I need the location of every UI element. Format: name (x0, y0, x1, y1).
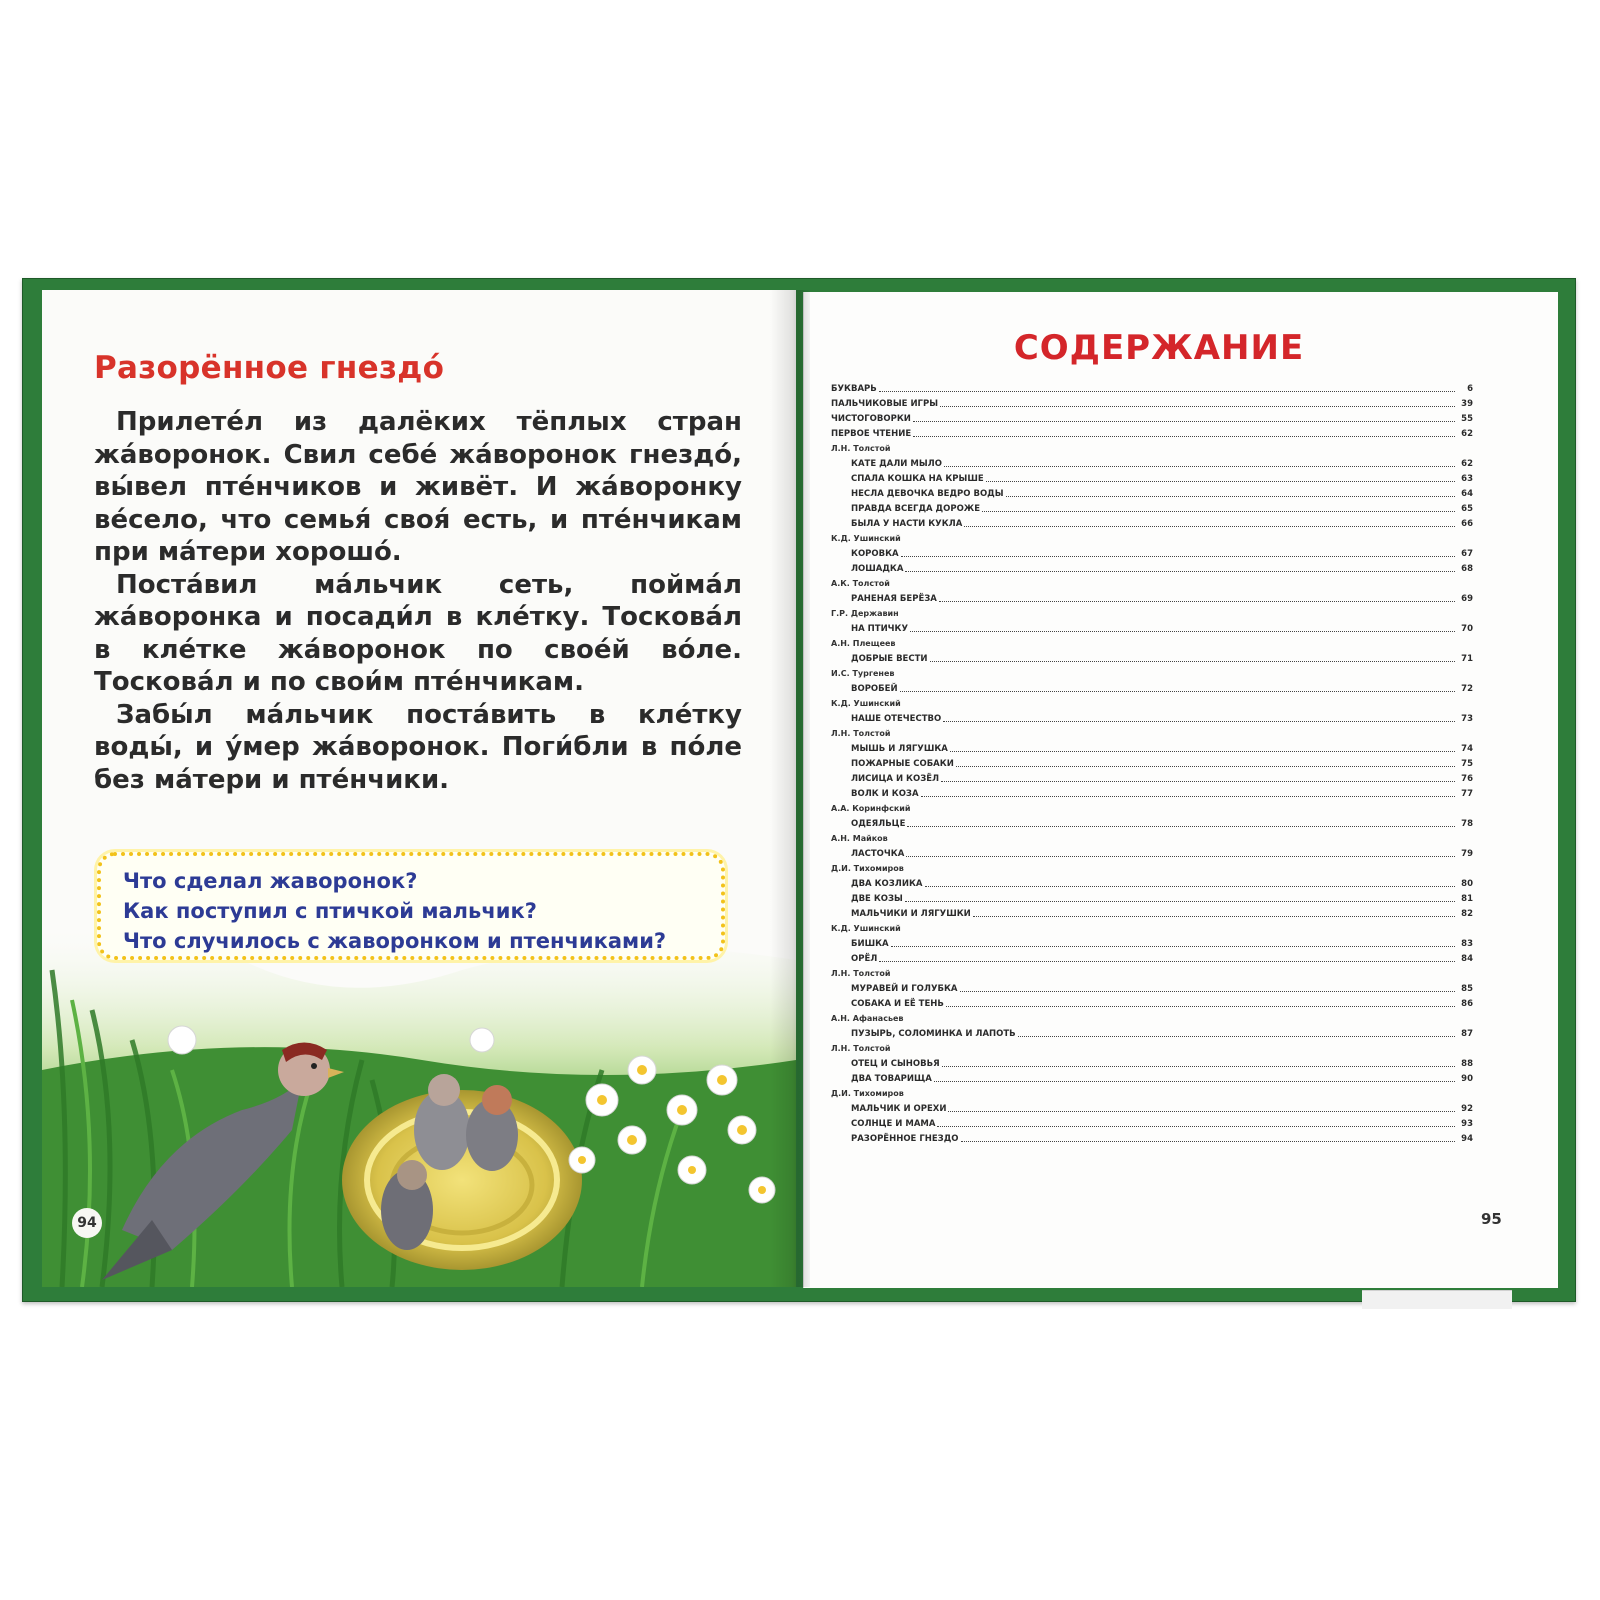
toc-entry-title: МЫШЬ И ЛЯГУШКА (851, 744, 948, 754)
toc-entry-title: СОЛНЦЕ И МАМА (851, 1119, 936, 1129)
toc-entry-title: Л.Н. Толстой (831, 444, 891, 453)
toc-author (831, 1010, 1473, 1025)
toc-page-number: 87 (1461, 1029, 1473, 1039)
toc-leader-dots (973, 916, 1455, 917)
toc-entry-title: МАЛЬЧИК И ОРЕХИ (851, 1104, 947, 1114)
toc-leader-dots (961, 1141, 1456, 1142)
toc-author (831, 800, 1473, 815)
toc-entry (831, 770, 1473, 785)
toc-page-number: 67 (1461, 549, 1473, 559)
toc-author (831, 665, 1473, 680)
toc-entry (831, 500, 1473, 515)
toc-page-number: 90 (1461, 1074, 1473, 1084)
toc-leader-dots (948, 1111, 1455, 1112)
toc-entry-title: ЛОШАДКА (851, 564, 904, 574)
toc-author (831, 725, 1473, 740)
story-title: Разорённое гнездо́ (94, 350, 445, 386)
toc-entry (831, 395, 1473, 410)
toc-entry-title: ЛИСИЦА И КОЗЁЛ (851, 774, 940, 784)
toc-entry (831, 620, 1473, 635)
toc-entry (831, 1025, 1473, 1040)
toc-leader-dots (982, 511, 1455, 512)
toc-entry-title: Д.И. Тихомиров (831, 864, 904, 873)
toc-leader-dots (905, 571, 1455, 572)
toc-entry-title: ОРЁЛ (851, 954, 878, 964)
toc-page-number: 75 (1461, 759, 1473, 769)
toc-page-number: 63 (1461, 474, 1473, 484)
toc-page-number: 69 (1461, 594, 1473, 604)
toc-entry (831, 1130, 1473, 1145)
toc-leader-dots (934, 1081, 1455, 1082)
toc-page-number: 78 (1461, 819, 1473, 829)
toc-page-number: 80 (1461, 879, 1473, 889)
left-page (42, 290, 796, 1287)
toc-author (831, 965, 1473, 980)
toc-leader-dots (1018, 1036, 1455, 1037)
toc-entry (831, 1055, 1473, 1070)
story-paragraph: Поста́вил ма́льчик сеть, пойма́л жа́воронка и посади́л в кле́тку. Тоскова́л в кле́тке жа́воронок по свое́й во́ле. Тоскова́л и по свои́м пте́нчикам. (94, 569, 742, 697)
toc-leader-dots (879, 961, 1455, 962)
toc-entry-title: СПАЛА КОШКА НА КРЫШЕ (851, 474, 984, 484)
toc-page-number: 62 (1461, 459, 1473, 469)
toc-entry-title: К.Д. Ушинский (831, 534, 901, 543)
toc-entry (831, 1070, 1473, 1085)
toc-entry-title: МАЛЬЧИКИ И ЛЯГУШКИ (851, 909, 971, 919)
toc-leader-dots (942, 1066, 1455, 1067)
toc-author (831, 575, 1473, 590)
toc-author (831, 1040, 1473, 1055)
toc-leader-dots (950, 751, 1455, 752)
toc-page-number: 71 (1461, 654, 1473, 664)
toc-page-number: 92 (1461, 1104, 1473, 1114)
toc-entry (831, 875, 1473, 890)
toc-author (831, 830, 1473, 845)
toc-entry-title: К.Д. Ушинский (831, 924, 901, 933)
toc-entry-title: ДВА КОЗЛИКА (851, 879, 923, 889)
toc-entry-title: ВОЛК И КОЗА (851, 789, 919, 799)
toc-page-number: 83 (1461, 939, 1473, 949)
toc-leader-dots (960, 991, 1455, 992)
toc-entry (831, 410, 1473, 425)
story-text (94, 406, 742, 796)
toc-author (831, 1085, 1473, 1100)
toc-page-number: 73 (1461, 714, 1473, 724)
toc-entry-title: СОБАКА И ЕЁ ТЕНЬ (851, 999, 944, 1009)
toc-page-number: 76 (1461, 774, 1473, 784)
toc-entry-title: РАНЕНАЯ БЕРЁЗА (851, 594, 937, 604)
toc-entry (831, 710, 1473, 725)
toc-page-number: 72 (1461, 684, 1473, 694)
question: Что сделал жаворонок? (123, 869, 418, 893)
toc-entry (831, 470, 1473, 485)
toc-entry-title: НА ПТИЧКУ (851, 624, 909, 634)
toc-leader-dots (937, 1126, 1455, 1127)
questions-box (97, 852, 725, 960)
toc-entry (831, 425, 1473, 440)
toc-leader-dots (905, 901, 1455, 902)
toc-entry-title: А.А. Коринфский (831, 804, 911, 813)
page-number-left: 94 (72, 1208, 102, 1238)
toc-entry-title: ДВЕ КОЗЫ (851, 894, 903, 904)
right-page (803, 292, 1558, 1288)
toc-author (831, 860, 1473, 875)
toc-entry (831, 455, 1473, 470)
toc-leader-dots (946, 1006, 1455, 1007)
toc-page-number: 68 (1461, 564, 1473, 574)
toc-author (831, 605, 1473, 620)
toc-leader-dots (921, 796, 1455, 797)
toc-entry-title: Л.Н. Толстой (831, 969, 891, 978)
toc-entry-title: НЕСЛА ДЕВОЧКА ВЕДРО ВОДЫ (851, 489, 1004, 499)
toc-entry-title: А.Н. Афанасьев (831, 1014, 904, 1023)
question: Что случилось с жаворонком и птенчиками? (123, 929, 667, 953)
toc-page-number: 81 (1461, 894, 1473, 904)
story-paragraph: Прилете́л из далёких тёплых стран жа́воронок. Свил себе́ жа́воронок гнездо́, вы́вел пте́нчиков и живёт. И жа́воронку ве́село, что семья́ своя́ есть, и пте́нчикам при ма́тери хорошо́. (94, 407, 742, 567)
toc-entry-title: КОРОВКА (851, 549, 899, 559)
toc-entry (831, 845, 1473, 860)
toc-leader-dots (940, 406, 1455, 407)
toc-entry-title: ПРАВДА ВСЕГДА ДОРОЖЕ (851, 504, 981, 514)
toc-page-number: 85 (1461, 984, 1473, 994)
toc-entry-title: Д.И. Тихомиров (831, 1089, 904, 1098)
toc-heading: СОДЕРЖАНИЕ (1013, 328, 1305, 368)
toc-author (831, 440, 1473, 455)
toc-leader-dots (879, 391, 1455, 392)
toc-entry (831, 755, 1473, 770)
toc-leader-dots (913, 421, 1455, 422)
toc-page-number: 64 (1461, 489, 1473, 499)
toc-entry (831, 1100, 1473, 1115)
toc-page-number: 65 (1461, 504, 1473, 514)
toc-entry-title: И.С. Тургенев (831, 669, 895, 678)
toc-leader-dots (986, 481, 1455, 482)
toc-entry-title: МУРАВЕЙ И ГОЛУБКА (851, 984, 958, 994)
table-of-contents (831, 380, 1473, 1145)
toc-leader-dots (891, 946, 1455, 947)
toc-entry-title: А.Н. Майков (831, 834, 888, 843)
toc-entry (831, 680, 1473, 695)
toc-entry-title: К.Д. Ушинский (831, 699, 901, 708)
toc-entry (831, 890, 1473, 905)
toc-page-number: 84 (1461, 954, 1473, 964)
toc-page-number: 74 (1461, 744, 1473, 754)
toc-entry (831, 1115, 1473, 1130)
page-edge (1362, 1290, 1512, 1309)
toc-entry-title: ЧИСТОГОВОРКИ (831, 414, 911, 424)
toc-leader-dots (910, 631, 1455, 632)
toc-page-number: 88 (1461, 1059, 1473, 1069)
toc-page-number: 79 (1461, 849, 1473, 859)
toc-entry-title: БУКВАРЬ (831, 384, 877, 394)
toc-entry-title: ПАЛЬЧИКОВЫЕ ИГРЫ (831, 399, 939, 409)
toc-page-number: 66 (1461, 519, 1473, 529)
toc-entry (831, 560, 1473, 575)
toc-leader-dots (1006, 496, 1455, 497)
toc-leader-dots (943, 721, 1455, 722)
toc-leader-dots (907, 826, 1455, 827)
toc-page-number: 55 (1461, 414, 1473, 424)
toc-entry (831, 815, 1473, 830)
toc-leader-dots (964, 526, 1455, 527)
toc-entry-title: Л.Н. Толстой (831, 729, 891, 738)
toc-page-number: 82 (1461, 909, 1473, 919)
toc-page-number: 86 (1461, 999, 1473, 1009)
toc-entry (831, 590, 1473, 605)
toc-leader-dots (939, 601, 1455, 602)
toc-author (831, 920, 1473, 935)
page-number-right: 95 (1481, 1210, 1502, 1228)
toc-entry-title: Г.Р. Державин (831, 609, 899, 618)
toc-leader-dots (901, 556, 1455, 557)
story-paragraph: Забы́л ма́льчик поста́вить в кле́тку воды́, и у́мер жа́воронок. Поги́бли в по́ле без ма́тери и пте́нчики. (94, 699, 742, 795)
toc-entry (831, 545, 1473, 560)
toc-entry-title: ОТЕЦ И СЫНОВЬЯ (851, 1059, 940, 1069)
toc-page-number: 77 (1461, 789, 1473, 799)
toc-leader-dots (956, 766, 1455, 767)
toc-page-number: 93 (1461, 1119, 1473, 1129)
toc-leader-dots (925, 886, 1456, 887)
toc-entry-title: НАШЕ ОТЕЧЕСТВО (851, 714, 942, 724)
toc-entry-title: ПУЗЫРЬ, СОЛОМИНКА И ЛАПОТЬ (851, 1029, 1016, 1039)
toc-page-number: 70 (1461, 624, 1473, 634)
toc-entry-title: ПОЖАРНЫЕ СОБАКИ (851, 759, 954, 769)
toc-entry (831, 785, 1473, 800)
toc-entry-title: ПЕРВОЕ ЧТЕНИЕ (831, 429, 912, 439)
toc-entry-title: ДВА ТОВАРИЩА (851, 1074, 932, 1084)
toc-entry (831, 740, 1473, 755)
toc-entry-title: ДОБРЫЕ ВЕСТИ (851, 654, 928, 664)
toc-entry (831, 515, 1473, 530)
toc-entry-title: БИШКА (851, 939, 889, 949)
toc-entry-title: РАЗОРЁННОЕ ГНЕЗДО (851, 1134, 959, 1144)
toc-entry (831, 905, 1473, 920)
toc-author (831, 635, 1473, 650)
book-gutter (770, 290, 810, 1287)
toc-leader-dots (906, 856, 1455, 857)
toc-entry-title: ВОРОБЕЙ (851, 684, 898, 694)
toc-leader-dots (913, 436, 1455, 437)
toc-leader-dots (944, 466, 1455, 467)
toc-entry-title: А.К. Толстой (831, 579, 890, 588)
toc-entry-title: ЛАСТОЧКА (851, 849, 905, 859)
toc-leader-dots (900, 691, 1455, 692)
toc-page-number: 62 (1461, 429, 1473, 439)
toc-entry-title: Л.Н. Толстой (831, 1044, 891, 1053)
toc-entry (831, 485, 1473, 500)
toc-entry (831, 650, 1473, 665)
toc-author (831, 530, 1473, 545)
toc-page-number: 6 (1467, 384, 1473, 394)
toc-entry (831, 980, 1473, 995)
toc-author (831, 695, 1473, 710)
toc-entry (831, 380, 1473, 395)
toc-entry-title: ОДЕЯЛЬЦЕ (851, 819, 906, 829)
toc-page-number: 39 (1461, 399, 1473, 409)
toc-page-number: 94 (1461, 1134, 1473, 1144)
toc-leader-dots (930, 661, 1455, 662)
toc-entry (831, 995, 1473, 1010)
question: Как поступил с птичкой мальчик? (123, 899, 537, 923)
toc-entry-title: БЫЛА У НАСТИ КУКЛА (851, 519, 963, 529)
toc-entry (831, 950, 1473, 965)
toc-entry-title: А.Н. Плещеев (831, 639, 896, 648)
toc-entry-title: КАТЕ ДАЛИ МЫЛО (851, 459, 942, 469)
toc-entry (831, 935, 1473, 950)
toc-leader-dots (941, 781, 1455, 782)
